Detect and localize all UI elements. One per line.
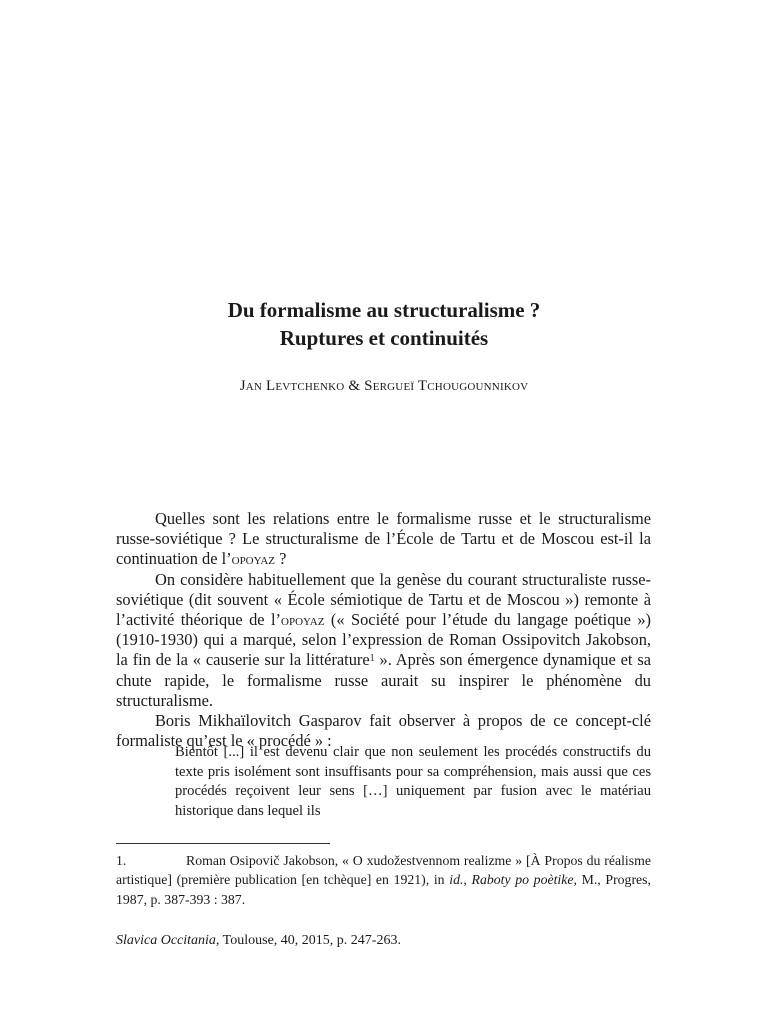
article-title-line-1: Du formalisme au structuralisme ? [227, 298, 541, 322]
paragraph-2-text-a: On considère habituellement que la genèse du courant structuraliste russe-soviétique (dit souvent « École sémiotique de Tartu et de Moscou ») remonte à l’activité théorique de l’ [116, 569, 651, 630]
paragraph-3: Boris Mikhaïlovitch Gasparov fait observer à propos de ce concept-clé formaliste qu’est le « procédé » : [116, 711, 651, 751]
footnote-number: 1. [116, 853, 127, 868]
footnote-text-c: M., Progres, 1987, p. 387-393 : 387. [116, 872, 651, 907]
footnote-separator [116, 843, 330, 844]
block-quote [175, 743, 651, 821]
opoyaz-acronym: opoyaz [231, 549, 276, 569]
article-title-line-2: Ruptures et continuités [279, 326, 489, 350]
paragraph-2 [116, 570, 651, 711]
footnote [116, 851, 651, 909]
paragraph-1-text: Quelles sont les relations entre le formalisme russe et le structuralisme russe-soviétique ? Le structuralisme de l’École de Tartu et de Moscou est-il la continuation de l’ [116, 509, 651, 569]
journal-name: Slavica Occitania [116, 933, 216, 948]
paragraph-1 [116, 509, 651, 570]
footnote-1 [116, 851, 651, 909]
paragraph-1-end: ? [275, 549, 287, 569]
footnote-work-title: Raboty po poètike, [471, 872, 577, 888]
citation-details: , Toulouse, 40, 2015, p. 247-263. [215, 933, 401, 948]
authors: Jan Levtchenko & Sergueï Tchougounnikov [239, 378, 529, 394]
opoyaz-acronym: opoyaz [281, 610, 325, 630]
paragraph-2-text-c: ». Après son émergence dynamique et sa chute rapide, le formalisme russe aurait su inspirer le phénomène du structuralisme. [116, 650, 651, 710]
footnote-text-b: , [463, 872, 472, 888]
footnote-id: id. [449, 872, 464, 888]
journal-citation [116, 933, 401, 949]
footnote-text-a: Roman Osipovič Jakobson, « O xudožestvennom realizme » [À Propos du réalisme artistique] (première publication [en tchèque] en 1921), in [116, 853, 651, 888]
body-text [116, 509, 651, 751]
block-quote-text: Bientôt [...] il est devenu clair que non seulement les procédés constructifs du texte pris isolément sont insuffisants pour sa compréhension, mais aussi que ces procédés reçoivent leur sens […] uniquement par fusion avec le matériau historique dans lequel ils [175, 744, 651, 819]
footnote-reference[interactable]: 1 [369, 653, 375, 665]
paragraph-2-text-b: (« Société pour l’étude du langage poétique ») (1910-1930) qui a marqué, selon l’expression de Roman Ossipovitch Jakobson, la fin de la « causerie sur la littérature [116, 610, 651, 670]
